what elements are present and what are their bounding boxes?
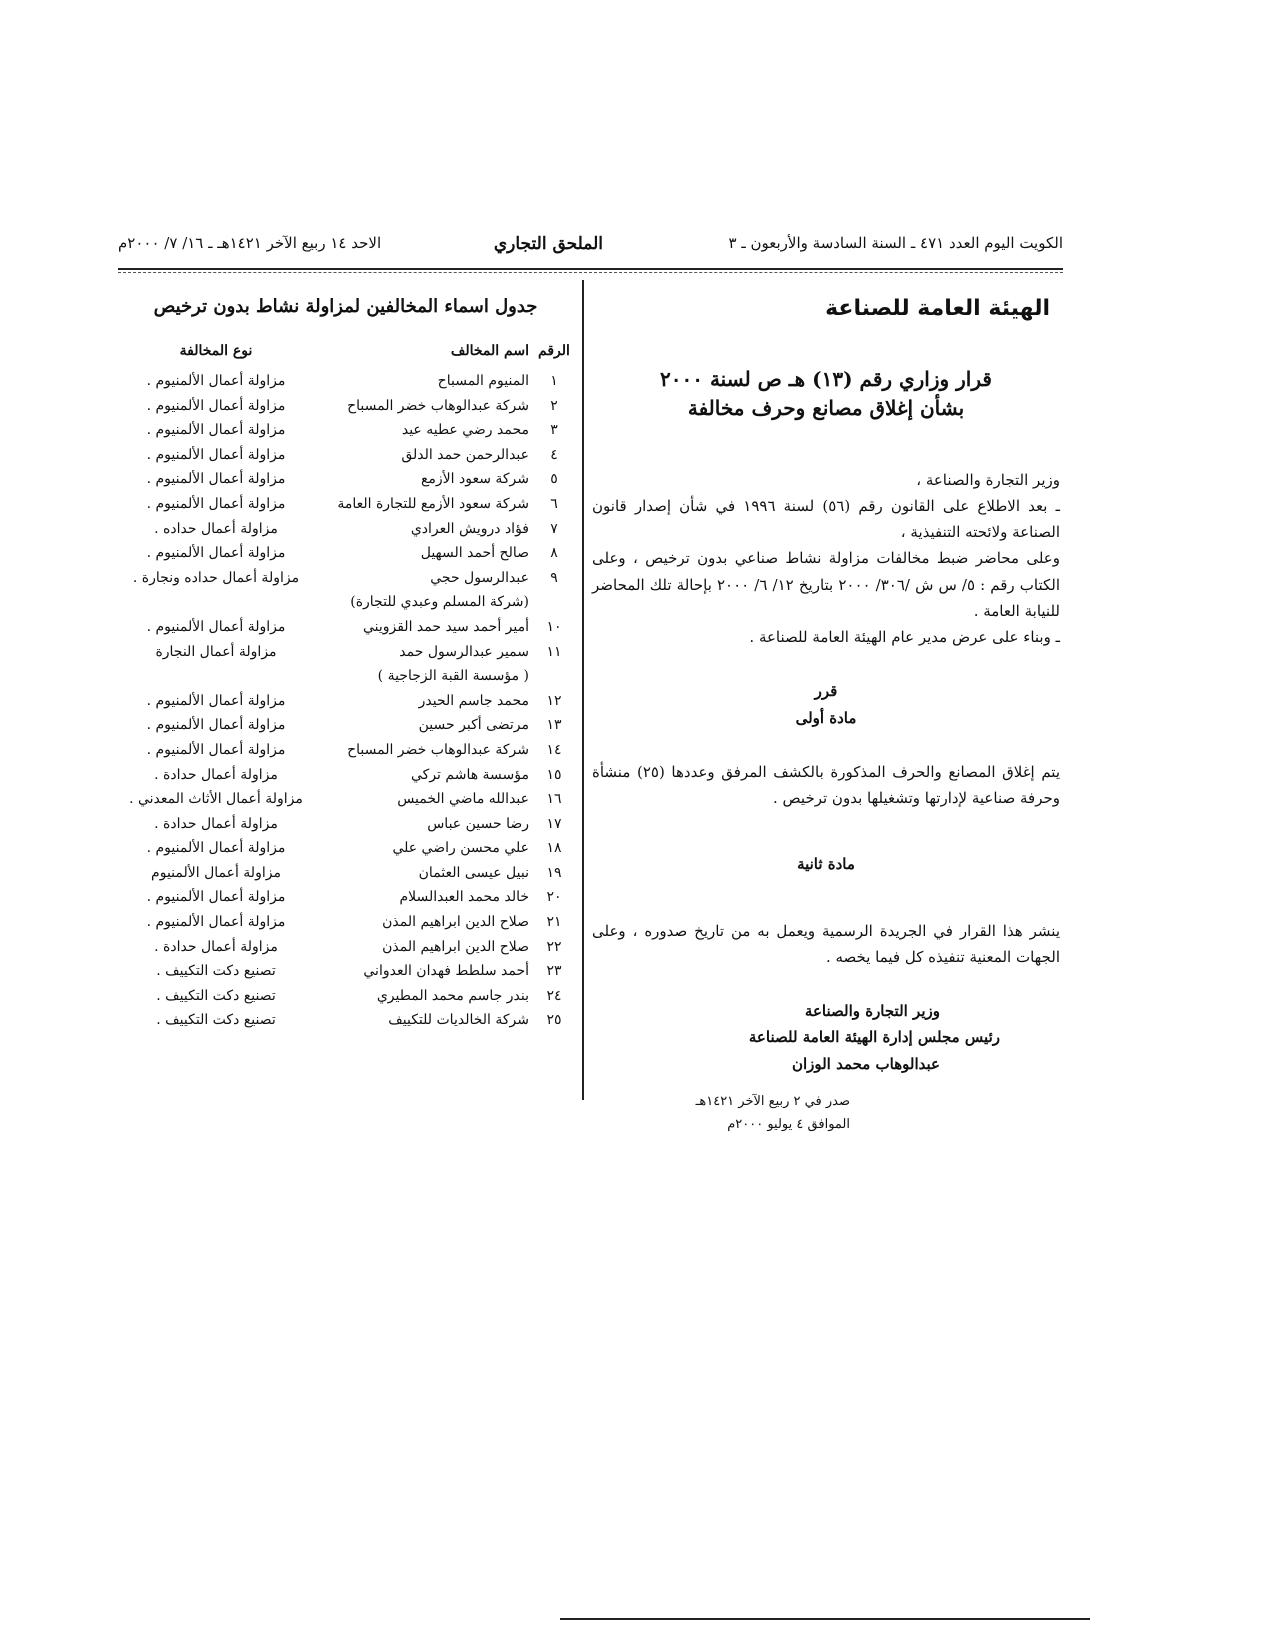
column-divider [582, 280, 584, 1100]
violator-name: المنيوم المسباح [437, 373, 529, 389]
violation-type: مزاولة أعمال الألمنيوم . [146, 471, 286, 488]
table-row [118, 984, 573, 1009]
preamble-reports: وعلى محاضر ضبط مخالفات مزاولة نشاط صناعي بدون ترخيص ، وعلى الكتاب رقم : ٥/ س ش /٣٠٦/ ٢٠٠٠ بتاريخ ١٢/ ٦/ ٢٠٠٠ بإحالة تلك المحاضر للنيابة العامة . [592, 549, 1061, 620]
table-row [118, 467, 573, 492]
table-row [118, 566, 573, 591]
row-number: ١٢ [546, 692, 562, 709]
table-header-row [118, 343, 573, 359]
violator-name: نبيل عيسى العثمان [418, 864, 529, 881]
violation-type: تصنيع دكت التكييف . [156, 963, 276, 980]
violation-type: مزاولة أعمال الألمنيوم . [146, 914, 286, 931]
row-number: ٢٤ [546, 987, 562, 1004]
violator-name: عبدالله ماضي الخميس [397, 791, 529, 808]
row-number: ٣ [550, 422, 558, 439]
row-number: ١ [550, 373, 558, 389]
violator-name: محمد جاسم الحيدر [418, 692, 529, 709]
table-row [118, 443, 573, 468]
violator-name: أحمد سلطط فهدان العدواني [363, 963, 529, 980]
signature-title-chairman: رئيس مجلس إدارة الهيئة العامة للصناعة [748, 1028, 1000, 1047]
table-row [118, 738, 573, 763]
table-row [118, 713, 573, 738]
preamble-law: ـ بعد الاطلاع على القانون رقم (٥٦) لسنة ١٩٩٦ في شأن إصدار قانون الصناعة ولائحته التنفيذية ، [592, 496, 1060, 541]
table-row [118, 959, 573, 984]
row-number: ٢٥ [546, 1012, 562, 1029]
decree-title-line2: بشأن إغلاق مصانع وحرف مخالفة [687, 395, 965, 420]
decree-column [592, 290, 1060, 1136]
row-number [535, 664, 573, 689]
violation-type: مزاولة أعمال الألمنيوم . [146, 495, 286, 512]
violation-type: مزاولة أعمال الألمنيوم . [146, 545, 286, 562]
article2-text: ينشر هذا القرار في الجريدة الرسمية ويعمل به من تاريخ صدوره ، وعلى الجهات المعنية تنفيذه كل فيما يخصه . [592, 921, 1060, 966]
violator-name: صلاح الدين ابراهيم المذن [382, 914, 529, 931]
violation-type: مزاولة أعمال الألمنيوم . [146, 717, 286, 734]
violator-name: خالد محمد العبدالسلام [399, 889, 529, 906]
header-dashed-rule [118, 272, 1063, 273]
table-row [118, 369, 573, 394]
article1-heading: مادة أولى [795, 708, 857, 727]
violator-name: محمد رضي عطيه عيد [401, 422, 529, 439]
table-row [118, 394, 573, 419]
violation-type: مزاولة أعمال الأثاث المعدني . [129, 791, 303, 808]
signature-block [592, 998, 1060, 1077]
row-number [535, 590, 573, 615]
violation-type: مزاولة أعمال حدادة . [154, 815, 278, 832]
violation-type: مزاولة أعمال حداده . [154, 520, 278, 537]
violation-type: مزاولة أعمال حدادة . [154, 938, 278, 955]
violator-name: فؤاد درويش العرادي [410, 520, 529, 537]
table-row [118, 418, 573, 443]
row-number: ١٣ [546, 717, 562, 734]
violator-name: ( مؤسسة القبة الزجاجية ) [377, 668, 529, 685]
column-header-name: اسم المخالف [450, 343, 529, 359]
article1-text: يتم إغلاق المصانع والحرف المذكورة بالكشف المرفق وعددها (٢٥) منشأة وحرفة صناعية لإدارتها وتشغيلها بدون ترخيص . [592, 762, 1060, 807]
violation-type: مزاولة أعمال الألمنيوم . [146, 618, 286, 635]
violation-type: مزاولة أعمال الألمنيوم . [146, 422, 286, 439]
violation-type: مزاولة أعمال حداده ونجارة . [132, 569, 300, 586]
violation-type: مزاولة أعمال حدادة . [154, 766, 278, 783]
issue-date-block [592, 1091, 1060, 1137]
row-number: ١٥ [546, 766, 562, 783]
signature-name: عبدالوهاب محمد الوزان [791, 1054, 940, 1073]
violator-name: صالح أحمد السهيل [420, 545, 529, 562]
violation-type: مزاولة أعمال الألمنيوم [151, 864, 281, 881]
violation-type: مزاولة أعمال الألمنيوم . [146, 373, 286, 389]
row-number: ٥ [550, 471, 558, 488]
violation-type: مزاولة أعمال الألمنيوم . [146, 741, 286, 758]
violation-type: مزاولة أعمال الألمنيوم . [146, 446, 286, 463]
row-number: ١٠ [546, 618, 562, 635]
violator-name: مؤسسة هاشم تركي [410, 766, 529, 783]
violators-table [118, 296, 573, 1033]
row-number: ١١ [546, 643, 562, 660]
table-row [118, 689, 573, 714]
violation-type: مزاولة أعمال الألمنيوم . [146, 840, 286, 857]
table-row [118, 664, 573, 689]
row-number: ٢٣ [546, 963, 562, 980]
table-row [118, 836, 573, 861]
violator-name: علي محسن راضي علي [392, 840, 529, 857]
minister-intro: وزير التجارة والصناعة ، [916, 470, 1060, 489]
row-number: ١٨ [546, 840, 562, 857]
decided-heading: قرر [814, 682, 838, 701]
issued-gregorian: الموافق ٤ يوليو ٢٠٠٠م [727, 1116, 850, 1132]
row-number: ١٧ [546, 815, 562, 832]
violator-name: بندر جاسم محمد المطيري [376, 987, 529, 1004]
page-header [118, 234, 1063, 260]
violation-type: تصنيع دكت التكييف . [156, 987, 276, 1004]
table-row [118, 517, 573, 542]
row-number: ٧ [550, 520, 558, 537]
violator-name: عبدالرسول حجي [430, 569, 529, 586]
violator-name: شركة عبدالوهاب خضر المسباح [347, 741, 529, 758]
table-row [118, 541, 573, 566]
violation-type [118, 664, 314, 689]
violator-name: صلاح الدين ابراهيم المذن [382, 938, 529, 955]
violator-name: عبدالرحمن حمد الدلق [401, 446, 529, 463]
row-number: ٨ [550, 545, 558, 562]
violation-type [118, 590, 314, 615]
row-number: ١٦ [546, 791, 562, 808]
issued-hijri: صدر في ٢ ربيع الآخر ١٤٢١هـ [695, 1093, 850, 1109]
table-row [118, 885, 573, 910]
violation-type: مزاولة أعمال النجارة [155, 643, 277, 660]
violator-name: (شركة المسلم وعبدي للتجارة) [350, 594, 529, 611]
table-row [118, 763, 573, 788]
violator-name: مرتضى أكبر حسين [418, 717, 529, 734]
table-row [118, 787, 573, 812]
authority-heading: الهيئة العامة للصناعة [825, 296, 1050, 321]
table-row [118, 861, 573, 886]
decree-title-line1: قرار وزاري رقم (١٣) هـ ص لسنة ٢٠٠٠ [660, 366, 992, 391]
table-row [118, 492, 573, 517]
row-number: ٦ [550, 495, 558, 512]
table-body [118, 369, 573, 1033]
row-number: ٢٢ [546, 938, 562, 955]
row-number: ٢٠ [546, 889, 562, 906]
table-title: جدول اسماء المخالفين لمزاولة نشاط بدون ترخيص [153, 296, 538, 317]
violation-type: مزاولة أعمال الألمنيوم . [146, 397, 286, 414]
row-number: ٩ [550, 569, 558, 586]
table-row [118, 910, 573, 935]
violator-name: شركة سعود الأزمع للتجارة العامة [337, 495, 529, 512]
violation-type: تصنيع دكت التكييف . [156, 1012, 276, 1029]
violation-type: مزاولة أعمال الألمنيوم . [146, 889, 286, 906]
table-row [118, 1008, 573, 1033]
row-number: ٢ [550, 397, 558, 414]
column-header-type: نوع المخالفة [179, 343, 253, 359]
decree-title [592, 365, 1060, 423]
violator-name: شركة عبدالوهاب خضر المسباح [347, 397, 529, 414]
row-number: ٢١ [546, 914, 562, 931]
row-number: ٤ [550, 446, 558, 463]
row-number: ١٩ [546, 864, 562, 881]
header-date: الاحد ١٤ ربيع الآخر ١٤٢١هـ ـ ١٦/ ٧/ ٢٠٠٠م [118, 234, 382, 252]
footer-rule [560, 1618, 1090, 1620]
table-row [118, 640, 573, 665]
violator-name: أمير أحمد سيد حمد القزويني [362, 618, 529, 635]
table-row [118, 812, 573, 837]
preamble-proposal: ـ وبناء على عرض مدير عام الهيئة العامة للصناعة . [749, 628, 1060, 646]
column-header-number: الرقم [538, 343, 570, 359]
table-row [118, 590, 573, 615]
article2-heading: مادة ثانية [797, 855, 855, 874]
table-row [118, 935, 573, 960]
row-number: ١٤ [546, 741, 562, 758]
header-rule [118, 268, 1063, 270]
violator-name: شركة سعود الأزمع [420, 471, 529, 488]
table-row [118, 615, 573, 640]
violator-name: سمير عبدالرسول حمد [399, 643, 529, 660]
header-supplement-title: الملحق التجاري [493, 234, 603, 254]
violator-name: شركة الخالديات للتكييف [388, 1012, 529, 1029]
header-issue-info: الكويت اليوم العدد ٤٧١ ـ السنة السادسة والأربعون ـ ٣ [728, 234, 1063, 252]
violator-name: رضا حسين عباس [427, 815, 529, 832]
violation-type: مزاولة أعمال الألمنيوم . [146, 692, 286, 709]
signature-title-minister: وزير التجارة والصناعة [804, 1002, 940, 1020]
